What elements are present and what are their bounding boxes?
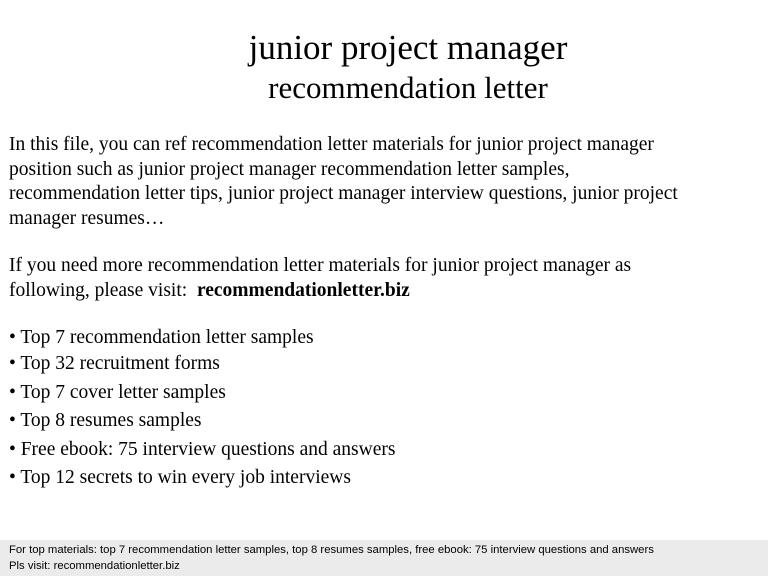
visit-line bbox=[9, 279, 759, 304]
footer-materials-text: For top materials: top 7 recommendation letter samples, top 8 resumes samples, free ebook: 75 interview questions and answers bbox=[9, 544, 654, 556]
title-line-2: recommendation letter bbox=[268, 70, 548, 105]
intro-line: position such as junior project manager recommendation letter samples, bbox=[9, 158, 570, 180]
intro-line: manager resumes… bbox=[9, 207, 165, 229]
list-item: • Top 7 cover letter samples bbox=[9, 381, 226, 403]
list-item: • Top 7 recommendation letter samples bbox=[9, 327, 314, 348]
paragraph-spacer bbox=[9, 231, 759, 254]
visit-paragraph bbox=[9, 254, 759, 303]
visit-prefix: following, please visit: bbox=[9, 279, 197, 301]
page-title bbox=[0, 28, 768, 108]
paragraph-spacer bbox=[9, 303, 759, 326]
title-line-1: junior project manager bbox=[248, 28, 568, 67]
website-link[interactable]: recommendationletter.biz bbox=[196, 279, 410, 301]
main-content bbox=[9, 133, 759, 493]
resource-list bbox=[9, 326, 759, 493]
intro-paragraph bbox=[9, 133, 759, 231]
intro-line: recommendation letter tips, junior project manager interview questions, junior project bbox=[9, 183, 678, 204]
visit-line: If you need more recommendation letter materials for junior project manager as bbox=[9, 255, 632, 276]
footer-visit-text: Pls visit: recommendationletter.biz bbox=[9, 560, 180, 572]
footer-bar bbox=[0, 540, 768, 576]
list-item: • Top 8 resumes samples bbox=[9, 410, 202, 431]
list-item: • Free ebook: 75 interview questions and answers bbox=[9, 438, 396, 460]
list-item: • Top 32 recruitment forms bbox=[9, 353, 220, 374]
intro-line: In this file, you can ref recommendation letter materials for junior project manager bbox=[9, 134, 654, 155]
list-item: • Top 12 secrets to win every job interviews bbox=[9, 467, 351, 488]
